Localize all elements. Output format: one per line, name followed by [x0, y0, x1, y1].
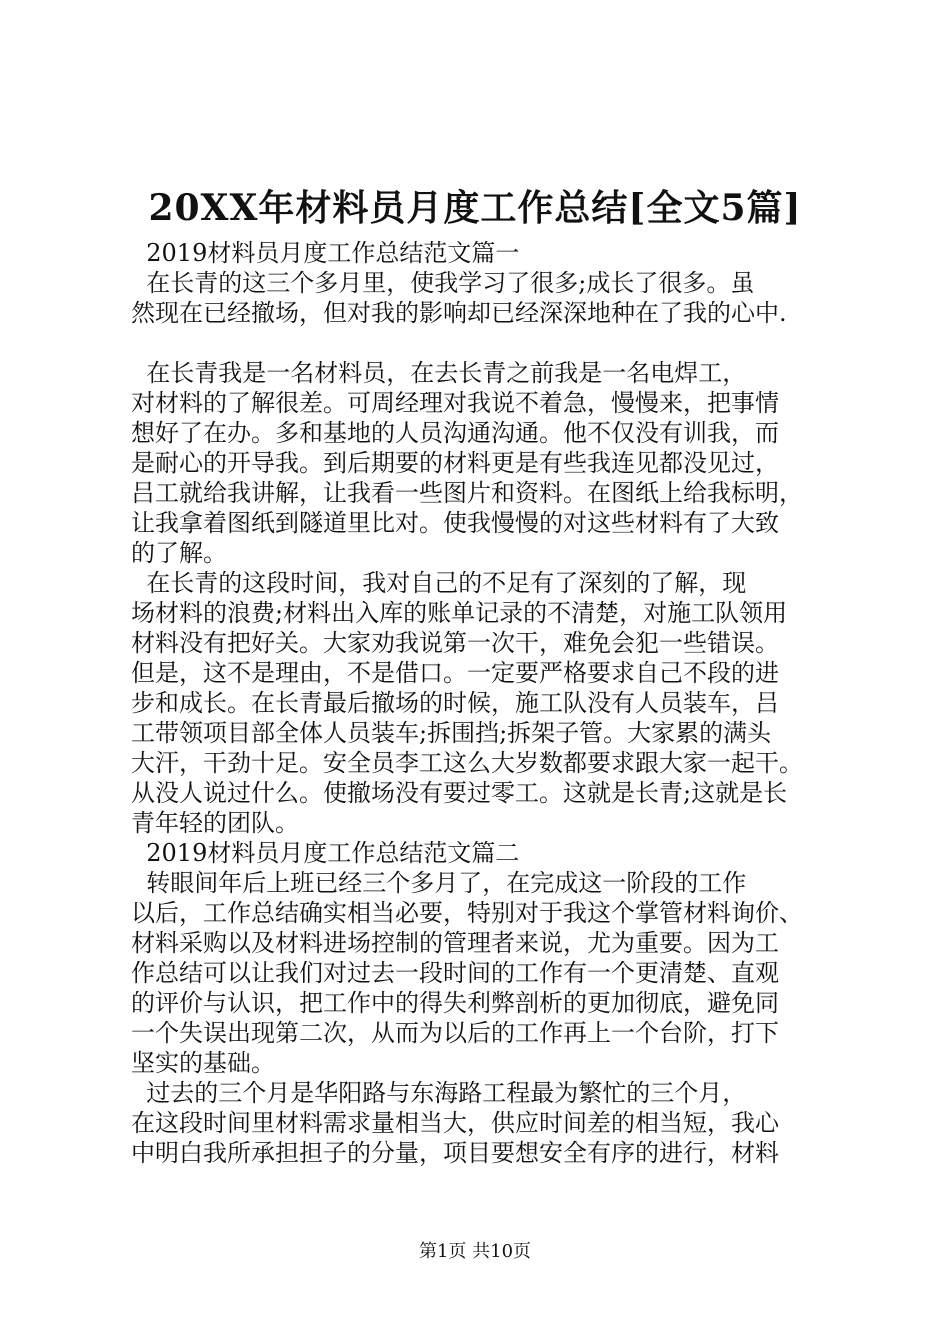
text-line: 是耐心的开导我。到后期要的材料更是有些我连见都没见过，	[131, 449, 779, 477]
text-line: 对材料的了解很差。可周经理对我说不着急，慢慢来，把事情	[131, 389, 779, 417]
blank-line	[131, 328, 831, 358]
text-line: 作总结可以让我们对过去一段时间的工作有一个更清楚、直观	[131, 959, 779, 987]
document-title: 20XX年材料员月度工作总结[全文5篇]	[148, 187, 802, 229]
text-line: 的了解。	[131, 539, 227, 567]
text-line: 以后，工作总结确实相当必要，特别对于我这个掌管材料询价、	[131, 899, 803, 927]
text-line: 转眼间年后上班已经三个多月了，在完成这一阶段的工作	[131, 869, 747, 897]
page-footer: 第1页 共10页	[418, 1241, 532, 1262]
text-line: 2019材料员月度工作总结范文篇二	[131, 839, 520, 867]
text-line: 吕工就给我讲解，让我看一些图片和资料。在图纸上给我标明，	[131, 479, 803, 507]
text-line: 青年轻的团队。	[131, 809, 299, 837]
text-line: 在长青的这段时间，我对自己的不足有了深刻的了解，现	[131, 569, 747, 597]
text-line: 2019材料员月度工作总结范文篇一	[131, 239, 520, 267]
text-line: 大汗，干劲十足。安全员李工这么大岁数都要求跟大家一起干。	[131, 749, 803, 777]
text-line: 材料采购以及材料进场控制的管理者来说，尤为重要。因为工	[131, 929, 779, 957]
text-line: 在长青我是一名材料员，在去长青之前我是一名电焊工，	[131, 359, 747, 387]
text-line: 然现在已经撤场，但对我的影响却已经深深地种在了我的心中.	[131, 299, 787, 327]
text-line: 场材料的浪费;材料出入库的账单记录的不清楚，对施工队领用	[131, 599, 788, 627]
text-line: 工带领项目部全体人员装车;拆围挡;拆架子管。大家累的满头	[131, 719, 772, 747]
text-line: 坚实的基础。	[131, 1049, 275, 1077]
text-line: 在长青的这三个多月里，使我学习了很多;成长了很多。虽	[131, 269, 755, 297]
text-line: 从没人说过什么。使撤场没有要过零工。这就是长青;这就是长	[131, 779, 788, 807]
text-line: 过去的三个月是华阳路与东海路工程最为繁忙的三个月，	[131, 1079, 747, 1107]
text-line: 中明白我所承担担子的分量，项目要想安全有序的进行，材料	[131, 1139, 779, 1167]
text-line: 步和成长。在长青最后撤场的时候，施工队没有人员装车，吕	[131, 689, 779, 717]
text-line: 让我拿着图纸到隧道里比对。使我慢慢的对这些材料有了大致	[131, 509, 779, 537]
document-body	[131, 238, 831, 1168]
text-line: 一个失误出现第二次，从而为以后的工作再上一个台阶，打下	[131, 1019, 779, 1047]
text-line: 材料没有把好关。大家劝我说第一次干，难免会犯一些错误。	[131, 629, 779, 657]
text-line: 的评价与认识，把工作中的得失利弊剖析的更加彻底，避免同	[131, 989, 779, 1017]
text-line: 但是，这不是理由，不是借口。一定要严格要求自己不段的进	[131, 659, 779, 687]
text-line: 想好了在办。多和基地的人员沟通沟通。他不仅没有训我，而	[131, 419, 779, 447]
text-line: 在这段时间里材料需求量相当大，供应时间差的相当短，我心	[131, 1109, 779, 1137]
